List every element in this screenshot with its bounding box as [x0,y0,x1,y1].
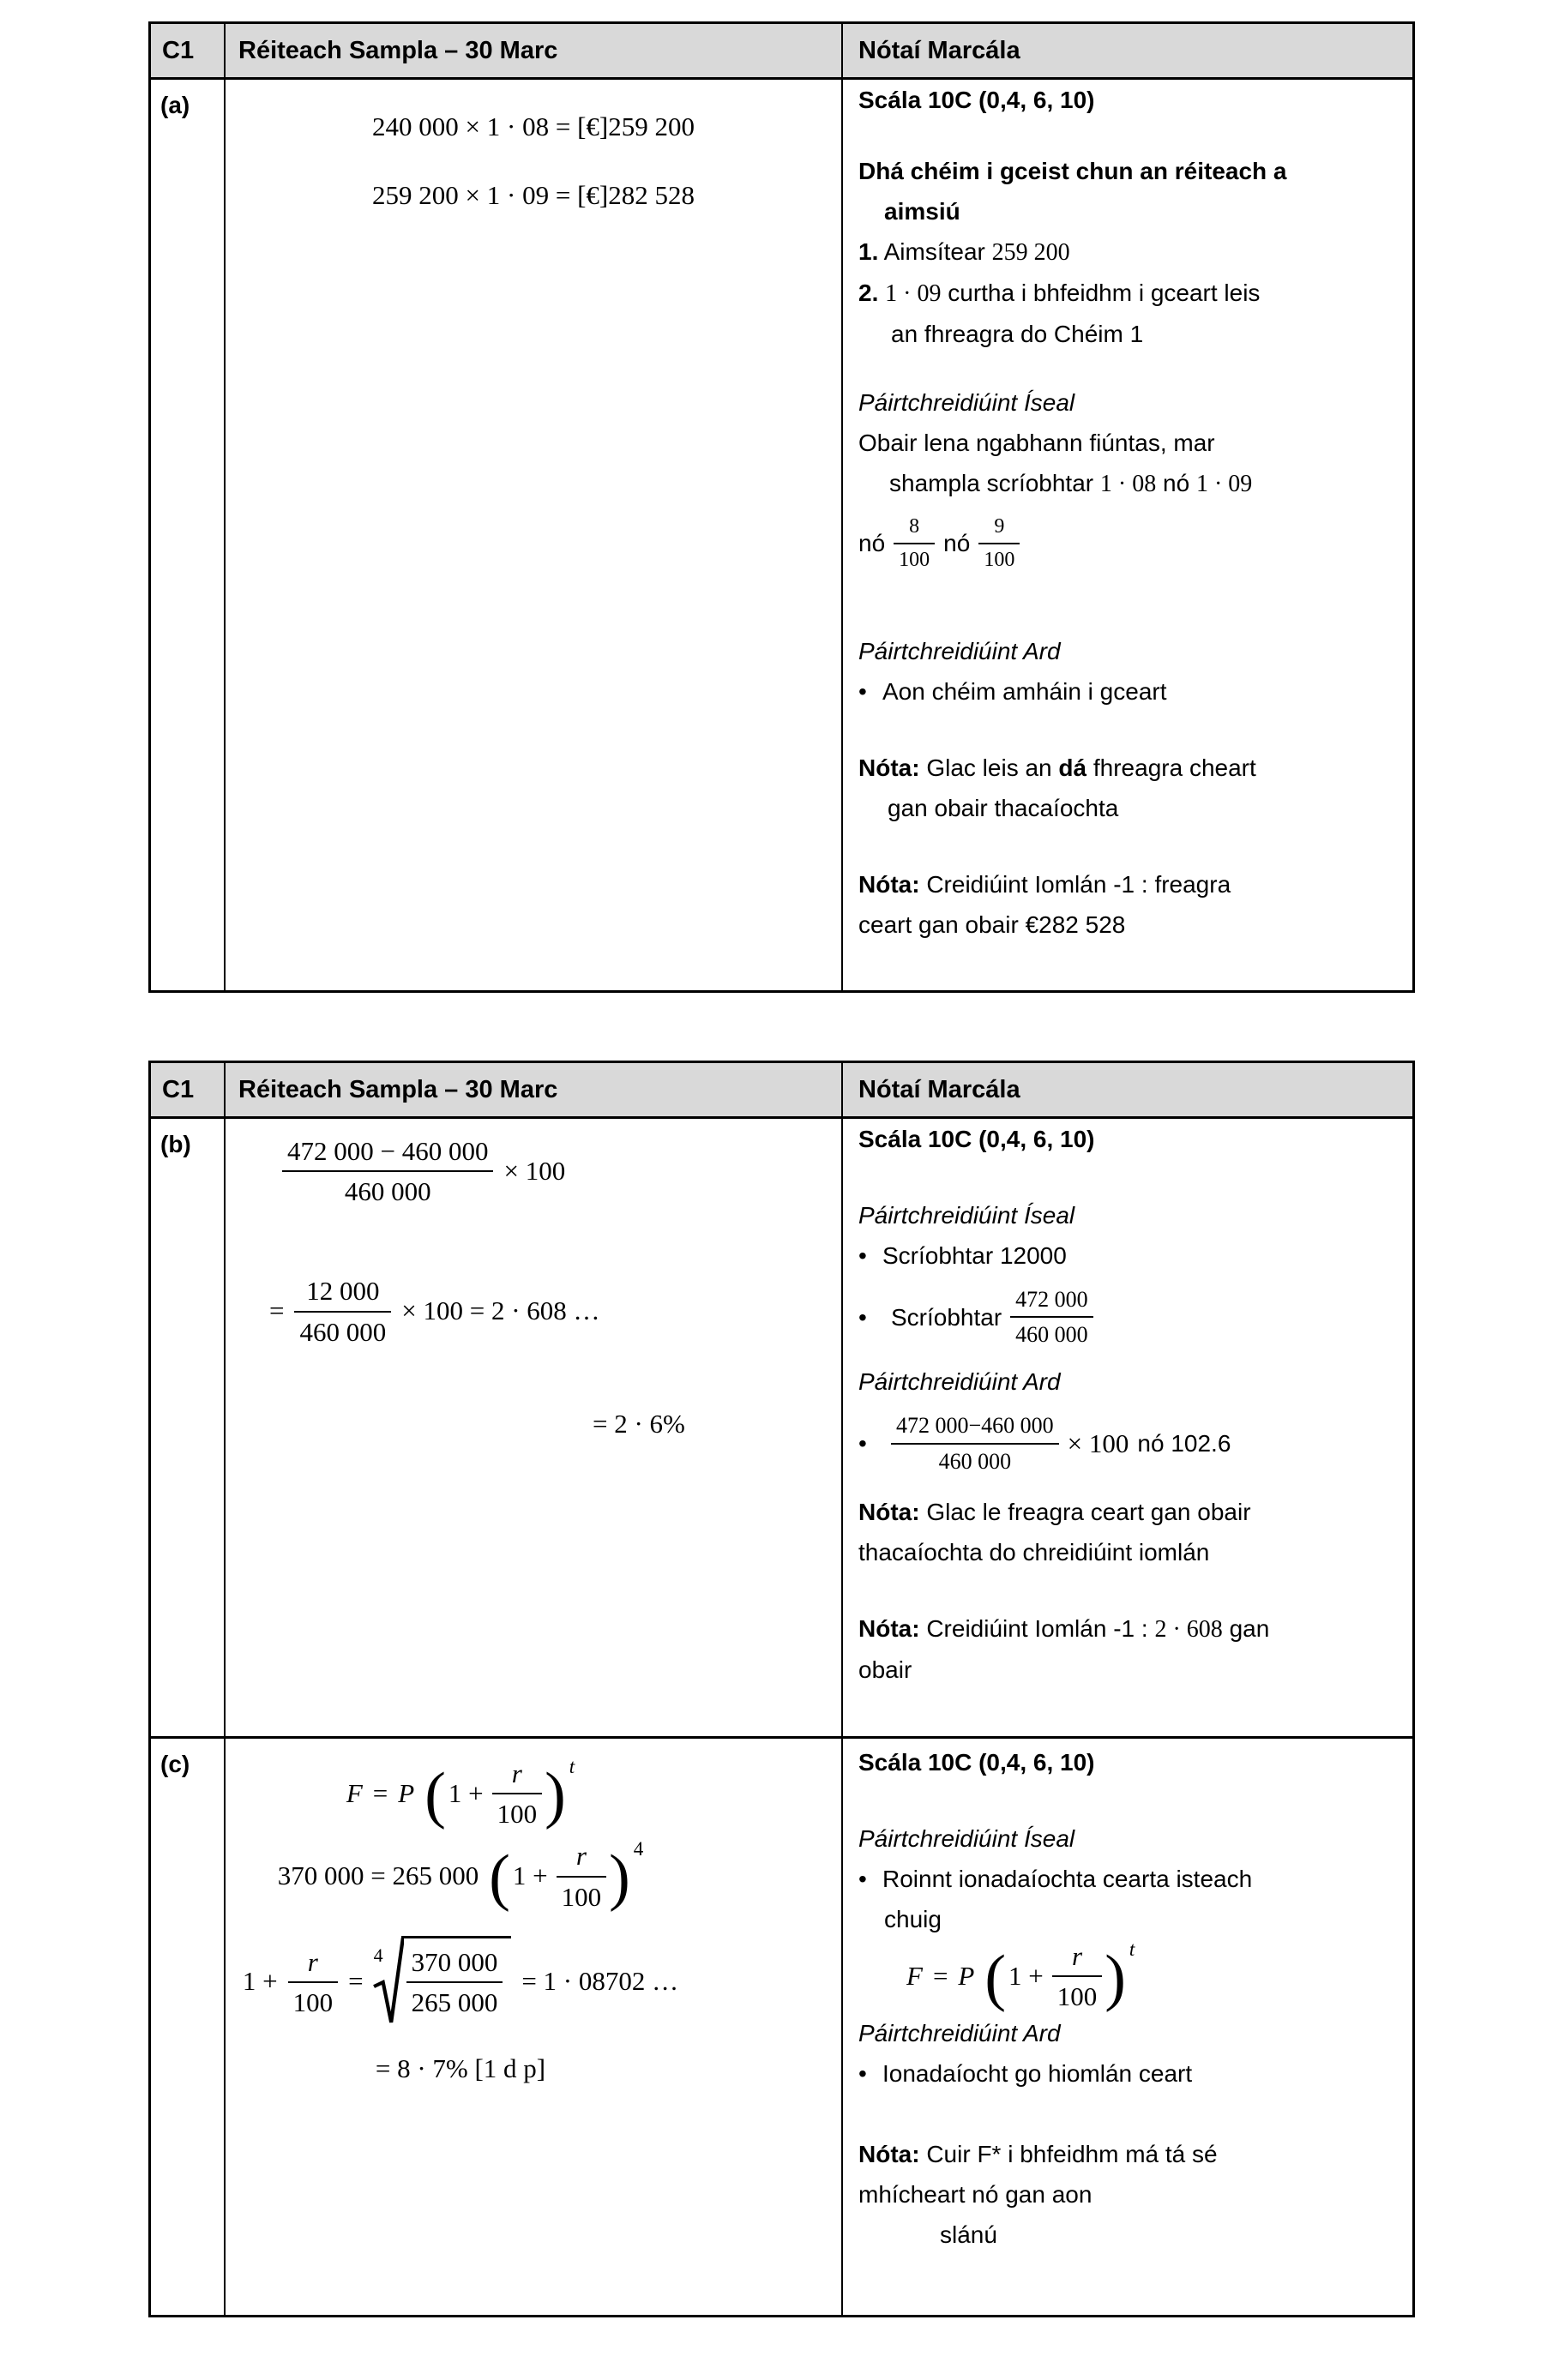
note-2-text: Creidiúint Iomlán -1 : freagra [926,870,1231,898]
fraction [282,1134,493,1208]
low-credit-text: Roinnt ionadaíochta cearta isteach [882,1866,1253,1892]
low-credit-value1: 1 · 08 [1099,471,1157,497]
left-paren: ( [984,1942,1007,2013]
bullet-icon: • [858,1303,867,1331]
equation-c4: = 8 · 7% [1 d p] [375,2052,546,2083]
high-credit-bullet [858,671,1402,712]
note-1 [858,2134,1402,2174]
note-label: Nóta: [858,870,920,898]
note-1 [858,748,1402,788]
low-credit-line2-text: shampla scríobhtar [889,470,1094,496]
fraction-denominator: 100 [497,1799,538,1830]
fraction-denominator: 265 000 [411,1986,498,2017]
note-label: Nóta: [858,2141,920,2168]
row-c-label: (c) [151,1739,226,2315]
equation-b3: = 2 · 6% [593,1408,685,1439]
note-2-line2: ceart gan obair €282 528 [858,911,1126,938]
note-1-line2: gan obair thacaíochta [888,794,1119,821]
equals-sign: = [932,1960,948,1991]
note-2 [858,1608,1402,1650]
equation-b2 [226,1274,841,1348]
low-credit-fraction-line [858,504,1402,583]
note-2-line2: obair [858,1656,912,1683]
step-2-number: 2. [858,279,879,306]
note-1-text: Glac leis an [926,754,1052,781]
variable-F: F [346,1777,363,1808]
paren-group [424,1757,575,1830]
equation-a2: 259 200 × 1 · 09 = [€]282 528 [372,179,695,210]
step-1-number: 1. [858,238,879,265]
equation-c2 [226,1839,695,1913]
header-question-code: C1 [151,1063,226,1119]
high-credit-bullet [858,1402,1402,1484]
header-question-code: C1 [151,24,226,80]
or-word: nó [858,530,886,557]
fraction-numerator: 8 [894,514,935,544]
exponent-t: t [569,1756,575,1777]
fraction-r-100 [288,1945,339,2019]
note-1 [858,1492,1402,1532]
fraction [294,1274,391,1348]
fraction-numerator: r [492,1757,543,1794]
note-2-text: Creidiúint Iomlán -1 : [926,1614,1148,1642]
step-2-value: 1 · 09 [885,280,942,307]
equals-sign: = [348,1966,364,1997]
fraction-numerator: 472 000 [1010,1285,1093,1318]
equals-sign: = [269,1295,285,1326]
left-paren: ( [424,1759,446,1830]
paren-content [1006,1939,1105,2013]
fraction-denominator: 100 [899,548,930,571]
bullet-icon: • [858,1430,867,1457]
note-label: Nóta: [858,754,920,781]
low-credit-line2 [858,463,1402,504]
or-word: nó [943,530,971,557]
row-a-label: (a) [151,80,226,990]
equals-sign: = [372,1777,388,1808]
header-sample-solution: Réiteach Sampla – 30 Marc [226,24,843,80]
note-1-text: Glac le freagra ceart gan obair [926,1498,1251,1525]
note-2-text2: gan [1229,1614,1270,1642]
row-a-notes-cell [843,80,1412,990]
bullet-icon: • [858,1242,867,1269]
low-credit-value2: 1 · 09 [1195,471,1253,497]
one-plus: 1 + [512,1860,548,1891]
one-plus: 1 + [242,1966,278,1997]
low-credit-bullet-1 [858,1235,1402,1276]
fraction-numerator: r [1052,1939,1103,1977]
low-credit-text-1: Scríobhtar 12000 [882,1242,1067,1269]
note-2 [858,864,1402,905]
marking-table-part-bc [148,1061,1415,2317]
note-label: Nóta: [858,1498,920,1525]
equation-c3 [226,1936,695,2028]
equation-b1 [226,1134,841,1208]
step-1-text: Aimsítear [883,238,985,265]
one-plus: 1 + [448,1777,484,1808]
partial-credit-low-heading: Páirtchreidiúint Íseal [858,1202,1075,1229]
step-1 [858,231,1402,273]
high-credit-text: Ionadaíocht go hiomlán ceart [882,2060,1193,2088]
partial-credit-low-heading: Páirtchreidiúint Íseal [858,389,1075,416]
note-1-line2: thacaíochta do chreidiúint iomlán [858,1538,1210,1566]
note-formula [858,1939,1402,2013]
paren-group [984,1939,1135,2013]
paren-content [510,1839,609,1913]
bullet-icon: • [858,1866,867,1892]
row-c-solution-cell [226,1739,843,2315]
fraction-numerator: 12 000 [294,1274,391,1312]
scale-line: Scála 10C (0,4, 6, 10) [858,1749,1095,1776]
note-2-value: 2 · 608 [1154,1615,1223,1643]
step-1-value: 259 200 [991,239,1070,266]
header-marking-notes: Nótaí Marcála [843,24,1412,80]
low-credit-bullet-2 [858,1276,1402,1358]
fraction-denominator: 100 [984,548,1015,571]
paren-group [489,1839,643,1913]
fraction-numerator: 370 000 [406,1945,503,1983]
partial-credit-high-heading: Páirtchreidiúint Ard [858,637,1061,664]
paren-content [446,1757,545,1830]
fourth-root [374,1936,512,2028]
equation-c1 [226,1757,695,1830]
note-1-emphasis: dá [1058,754,1087,781]
exponent-t: t [1129,1938,1135,1960]
one-plus: 1 + [1008,1960,1044,1991]
partial-credit-high-heading: Páirtchreidiúint Ard [858,2020,1061,2047]
variable-F: F [906,1960,923,1991]
fraction-8-100 [894,514,935,574]
partial-credit-low-heading: Páirtchreidiúint Íseal [858,1825,1075,1852]
fraction-r-100 [557,1839,607,1913]
note-1-text2: fhreagra cheart [1093,754,1256,781]
row-b-notes-cell [843,1119,1412,1739]
right-paren: ) [1105,1942,1126,2013]
note-1-text: Cuir F* i bhfeidhm má tá sé [926,2141,1218,2168]
fraction [1010,1285,1093,1349]
row-b-solution-cell [226,1119,843,1739]
fraction-denominator: 460 000 [344,1176,431,1207]
equation-lhs: 370 000 = 265 000 [277,1860,479,1891]
fraction-denominator: 460 000 [1015,1322,1088,1348]
scale-line: Scála 10C (0,4, 6, 10) [858,87,1095,113]
radicand [401,1936,512,2019]
note-1-line2: mhícheart nó gan aon [858,2181,1093,2209]
low-credit-text-2: Scríobhtar [891,1303,1002,1331]
result-text: × 100 = 2 · 608 … [401,1295,600,1326]
bullet-icon: • [858,2060,867,2088]
note-label: Nóta: [858,1614,920,1642]
steps-intro-line2: aimsiú [884,198,960,225]
low-credit-bullet [858,1859,1402,1899]
header-marking-notes: Nótaí Marcála [843,1063,1412,1119]
fraction-denominator: 460 000 [938,1448,1012,1474]
low-credit-or1: nó [1163,470,1190,496]
fraction-numerator: 472 000−460 000 [891,1411,1059,1444]
high-credit-bullet [858,2053,1402,2094]
fraction-numerator: 9 [978,514,1020,544]
fraction-9-100 [978,514,1020,574]
fraction-r-100 [492,1757,543,1830]
step-2 [858,273,1402,314]
step-2-text-line2: an fhreagra do Chéim 1 [891,321,1144,347]
fraction-denominator: 100 [292,1986,334,2017]
right-paren: ) [545,1759,566,1830]
right-paren: ) [609,1842,630,1914]
fraction-numerator: 472 000 − 460 000 [282,1134,493,1172]
fraction [406,1945,503,2019]
variable-P: P [958,1960,975,1991]
fraction-denominator: 460 000 [299,1316,387,1347]
times-100: × 100 [503,1155,566,1186]
times-100: × 100 [1067,1428,1129,1459]
low-credit-line1: Obair lena ngabhann fiúntas, mar [858,430,1215,456]
exponent-4: 4 [633,1838,644,1860]
left-paren: ( [489,1842,510,1914]
scale-line: Scála 10C (0,4, 6, 10) [858,1126,1095,1152]
row-a-solution-cell [226,80,843,990]
marking-table-part-a [148,21,1415,993]
variable-P: P [398,1777,415,1808]
root-index: 4 [373,1944,383,1966]
steps-intro-line1: Dhá chéim i gceist chun an réiteach a [858,158,1287,184]
row-b-label: (b) [151,1119,226,1739]
high-credit-text: Aon chéim amháin i gceart [882,677,1167,705]
low-credit-text-line2: chuig [884,1906,942,1932]
fraction [891,1411,1059,1475]
fraction-denominator: 100 [1056,1981,1098,2012]
bullet-icon: • [858,677,867,705]
partial-credit-high-heading: Páirtchreidiúint Ard [858,1368,1061,1396]
fraction-numerator: r [557,1839,607,1877]
header-sample-solution: Réiteach Sampla – 30 Marc [226,1063,843,1119]
fraction-r-100 [1052,1939,1103,2013]
fraction-numerator: r [288,1945,339,1983]
equation-a1: 240 000 × 1 · 08 = [€]259 200 [372,111,695,141]
fraction-denominator: 100 [561,1881,602,1912]
note-1-line3: slánú [940,2221,997,2249]
result-text: = 1 · 08702 … [521,1966,679,1997]
or-value: nó 102.6 [1137,1430,1231,1457]
step-2-text: curtha i bhfeidhm i gceart leis [948,279,1261,306]
row-c-notes-cell [843,1739,1412,2315]
